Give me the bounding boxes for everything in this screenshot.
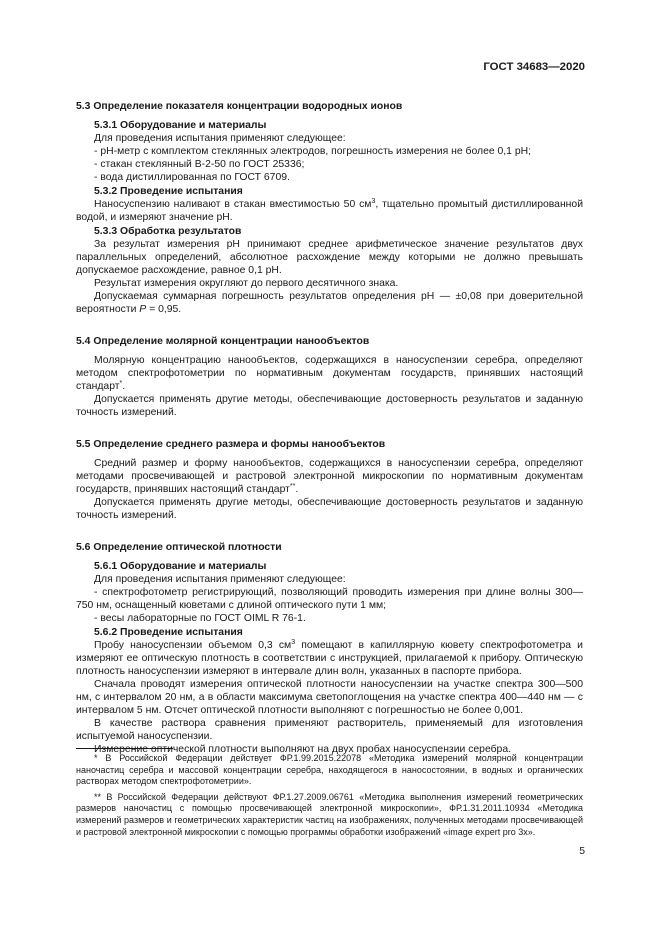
footnote-1: * В Российской Федерации действует ФР.1.99.2015.22078 «Методика измерений молярной концентрации наночастиц серебра и массовой концентрации серебра, находящегося в наносостоянии, в водных и органических растворах методом спектрофотометрии». xyxy=(76,753,583,787)
footnote-2: ** В Российской Федерации действуют ФР.1.27.2009.06761 «Методика выполнения измерений геометрических размеров наночастиц с помощью просвечивающей электронной микроскопии», ФР.1.31.2011.10934 «Методика измерений размеров и геометрических характеристик частиц на изображениях, полученных методами просвечивающей и растровой электронной микроскопии с помощью программы обработки изображений «image expert pro 3x». xyxy=(76,791,583,837)
paragraph-sample-measurement: Пробу наносуспензии объемом 0,3 $см^3$ помещают в капиллярную кювету спектрофотометра и измеряют ее оптическую плотность в соответствии с инструкцией, прилагаемой к прибору. Оптическую плотность наносуспензии измеряют в интервале длин волн, указанных в паспорте прибора. xyxy=(76,639,583,677)
footnote-divider xyxy=(76,748,173,749)
page-number: 5 xyxy=(579,846,585,857)
paragraph-test-procedure: Наносуспензию наливают в стакан вместимостью 50 $см^3$, тщательно промытый дистиллированной водой, и измеряют значение рН. xyxy=(76,198,584,223)
subsection-title-5-6-2: 5.6.2 Проведение испытания xyxy=(94,627,243,638)
section-title-5-4: 5.4 Определение молярной концентрации нанообъектов xyxy=(76,336,370,347)
list-item-scales: - весы лабораторные по ГОСТ OIML R 76-1. xyxy=(94,613,306,624)
footnotes xyxy=(76,748,583,842)
paragraph-equipment-intro-5-6: Для проведения испытания применяют следующее: xyxy=(94,574,346,585)
paragraph-other-methods-5-4: Допускается применять другие методы, обеспечивающие достоверность результатов и заданную точность измерений. xyxy=(76,394,583,418)
section-title-5-3: 5.3 Определение показателя концентрации водородных ионов xyxy=(76,101,403,112)
paragraph-rounding: Результат измерения округляют до первого десятичного знака. xyxy=(94,278,399,289)
subsection-title-5-3-3: 5.3.3 Обработка результатов xyxy=(94,226,242,237)
list-item-ph-meter: - рН-метр с комплектом стеклянных электродов, погрешность измерения не более 0,1 рН; xyxy=(94,146,532,157)
section-title-5-6: 5.6 Определение оптической плотности xyxy=(76,542,282,553)
standard-code-header: ГОСТ 34683—2020 xyxy=(483,61,585,73)
list-item-beaker: - стакан стеклянный В-2-50 по ГОСТ 25336; xyxy=(94,159,305,170)
paragraph-size-shape: Средний размер и форму нанообъектов, содержащихся в наносуспензии серебра, определяют методами просвечивающей и растровой электронной микроскопии по нормативным документам государств, принявших настоящий стандарт**. xyxy=(76,458,583,495)
paragraph-error-tolerance: Допускаемая суммарная погрешность результатов определения рН — ±0,08 при доверительной вероятности P = 0,95. xyxy=(76,291,583,315)
list-item-spectrophotometer: - спектрофотометр регистрирующий, позволяющий проводить измерения при длине волны 300—750 нм, оснащенный кюветами с длиной оптического пути 1 мм; xyxy=(76,587,583,611)
subsection-title-5-3-1: 5.3.1 Оборудование и материалы xyxy=(94,120,267,131)
subsection-title-5-3-2: 5.3.2 Проведение испытания xyxy=(94,186,243,197)
subsection-title-5-6-1: 5.6.1 Оборудование и материалы xyxy=(94,561,267,572)
main-content xyxy=(76,90,583,756)
paragraph-two-samples: Измерение оптической плотности выполняют на двух пробах наносуспензии серебра. xyxy=(94,744,511,755)
paragraph-equipment-intro: Для проведения испытания применяют следующее: xyxy=(94,133,346,144)
list-item-distilled-water: - вода дистиллированная по ГОСТ 6709. xyxy=(94,172,290,183)
paragraph-spectrum-intervals: Сначала проводят измерения оптической плотности наносуспензии на участке спектра 300—500 нм, с интервалом 20 нм, а в области максимума светопоглощения на участке спектра 400—440 нм — с интервалом 5 нм. Отсчет оптической плотности выполняют с погрешностью не более 0,001. xyxy=(76,679,583,716)
paragraph-result-definition: За результат измерения рН принимают среднее арифметическое значение результатов двух параллельных определений, абсолютное расхождение между которыми не должно превышать допускаемое расхождение, равное 0,1 рН. xyxy=(76,239,583,276)
footnote-ref-1: * xyxy=(119,380,123,387)
section-title-5-5: 5.5 Определение среднего размера и формы нанообъектов xyxy=(76,439,386,450)
paragraph-molar-concentration: Молярную концентрацию нанообъектов, содержащихся в наносуспензии серебра, определяют методом спектрофотометрии по нормативным документам государств, принявших настоящий стандарт*. xyxy=(76,355,583,392)
paragraph-other-methods-5-5: Допускается применять другие методы, обеспечивающие достоверность результатов и заданную точность измерений. xyxy=(76,497,583,521)
footnote-ref-2: ** xyxy=(289,483,296,490)
paragraph-reference-solution: В качестве раствора сравнения применяют растворитель, применяемый для изготовления испытуемой наносуспензии. xyxy=(76,718,583,742)
